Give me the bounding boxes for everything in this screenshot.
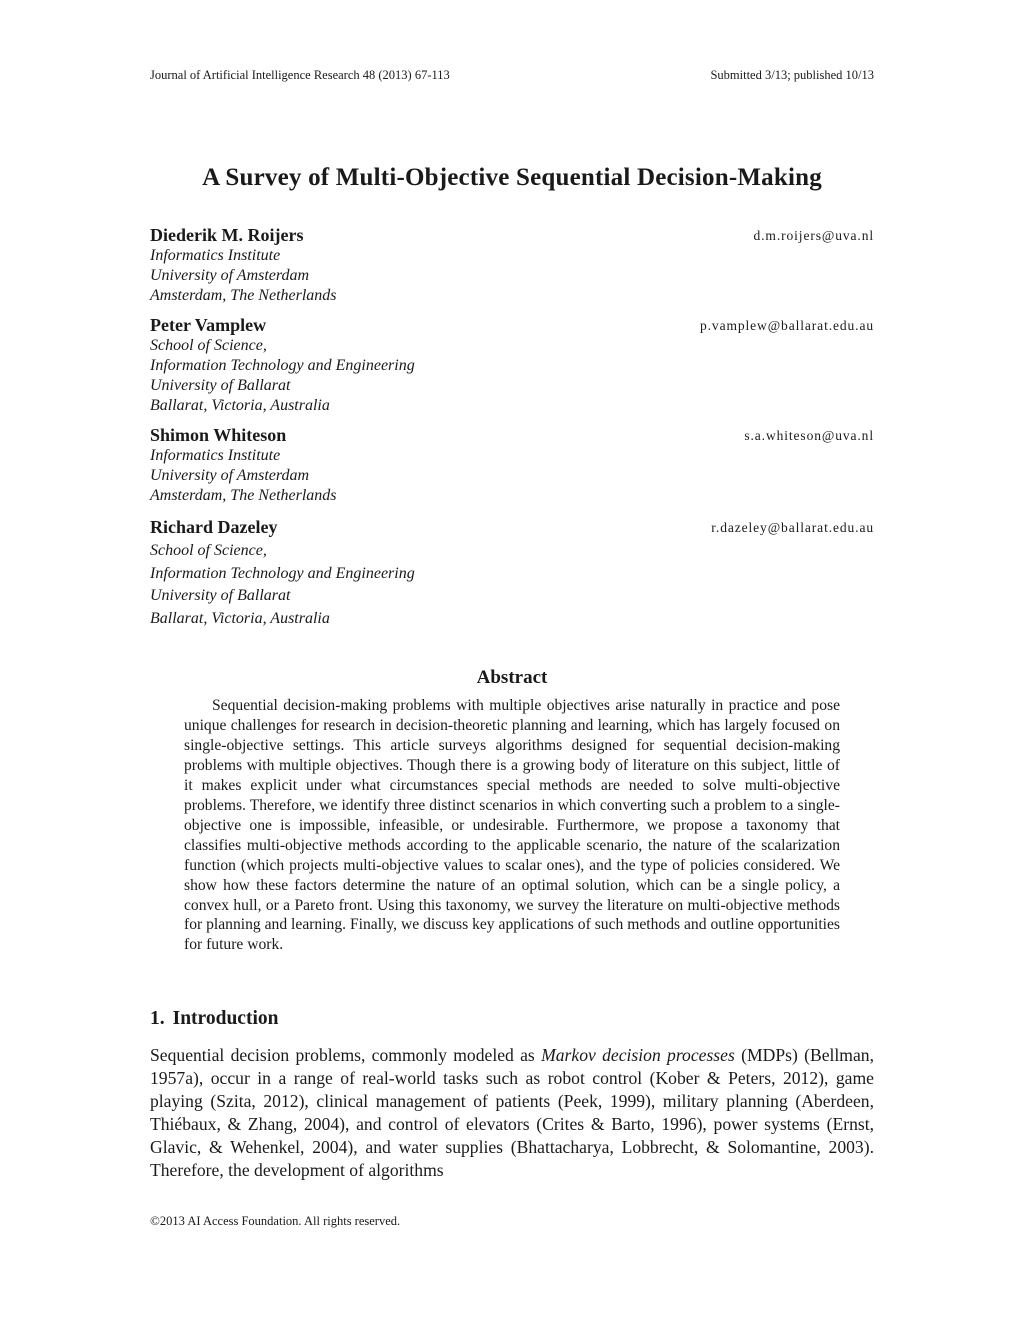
author-name: Richard Dazeley	[150, 517, 278, 537]
section-heading	[150, 1008, 278, 1030]
author-email: r.dazeley@ballarat.edu.au	[711, 520, 874, 535]
author-affiliation-line: Informatics Institute	[150, 447, 281, 464]
author-affiliation-line: University of Ballarat	[150, 377, 291, 394]
author-affiliation-line: University of Amsterdam	[150, 267, 310, 284]
author-affiliation-line: School of Science,	[150, 542, 267, 559]
author-name: Shimon Whiteson	[150, 425, 287, 445]
journal-citation: Journal of Artificial Intelligence Research 48 (2013) 67-113	[150, 68, 450, 82]
copyright-symbol: ©	[150, 1213, 160, 1228]
author-block	[150, 224, 874, 306]
section-title: Introduction	[172, 1008, 279, 1029]
copyright-text: 2013 AI Access Foundation. All rights reserved.	[159, 1214, 401, 1228]
author-affiliation-line: Informatics Institute	[150, 247, 281, 264]
abstract-heading: Abstract	[476, 667, 548, 688]
author-name: Peter Vamplew	[150, 315, 267, 335]
submission-dates: Submitted 3/13; published 10/13	[710, 68, 874, 82]
author-email: p.vamplew@ballarat.edu.au	[700, 318, 874, 333]
author-block	[150, 314, 874, 416]
author-affiliation-line: Amsterdam, The Netherlands	[150, 287, 337, 304]
author-affiliation-line: Amsterdam, The Netherlands	[150, 487, 337, 504]
author-email: s.a.whiteson@uva.nl	[744, 428, 874, 443]
author-affiliation-line: Information Technology and Engineering	[150, 357, 415, 374]
author-block	[150, 424, 874, 506]
author-affiliation-line: Ballarat, Victoria, Australia	[150, 609, 330, 627]
author-name: Diederik M. Roijers	[150, 225, 304, 245]
author-affiliation-line: School of Science,	[150, 337, 267, 354]
introduction-paragraph	[150, 1044, 874, 1183]
author-affiliation-line: University of Ballarat	[150, 587, 291, 604]
author-affiliation-line: Ballarat, Victoria, Australia	[150, 397, 330, 414]
author-affiliation-line: Information Technology and Engineering	[150, 564, 415, 582]
author-block	[150, 516, 874, 630]
intro-emphasis: Markov decision processes	[541, 1045, 735, 1065]
author-affiliation-line: University of Amsterdam	[150, 467, 310, 484]
abstract-text: Sequential decision-making problems with multiple objectives arise naturally in practice and pose unique challenges for research in decision-theoretic planning and learning, which has largely focused on single-objective settings. This article surveys algorithms designed for sequential decision-making problems with multiple objectives. Though there is a growing body of literature on this subject, little of it makes explicit under what circumstances special methods are needed to solve multi-objective problems. Therefore, we identify three distinct scenarios in which converting such a problem to a single-objective one is impossible, infeasible, or undesirable. Furthermore, we propose a taxonomy that classifies multi-objective methods according to the applicable scenario, the nature of the scalarization function (which projects multi-objective values to scalar ones), and the type of policies considered. We show how these factors determine the nature of an optimal solution, which can be a single policy, a convex hull, or a Pareto front. Using this taxonomy, we survey the literature on multi-objective methods for planning and learning. Finally, we discuss key applications of such methods and outline opportunities for future work.	[184, 697, 840, 954]
copyright-footer	[150, 1213, 400, 1229]
intro-text-after: (MDPs) (Bellman, 1957a), occur in a range of real-world tasks such as robot control (Kober & Peters, 2012), game playing (Szita, 2012), clinical management of patients (Peek, 1999), military planning (Aberdeen, Thiébaux, & Zhang, 2004), and control of elevators (Crites & Barto, 1996), power systems (Ernst, Glavic, & Wehenkel, 2004), and water supplies (Bhattacharya, Lobbrecht, & Solomantine, 2003). Therefore, the development of algorithms	[150, 1045, 874, 1181]
author-email: d.m.roijers@uva.nl	[753, 228, 874, 243]
running-header	[150, 68, 874, 86]
paper-title: A Survey of Multi-Objective Sequential Decision-Making	[202, 164, 822, 191]
section-number: 1.	[150, 1008, 165, 1029]
intro-text-before: Sequential decision problems, commonly modeled as	[150, 1045, 542, 1065]
